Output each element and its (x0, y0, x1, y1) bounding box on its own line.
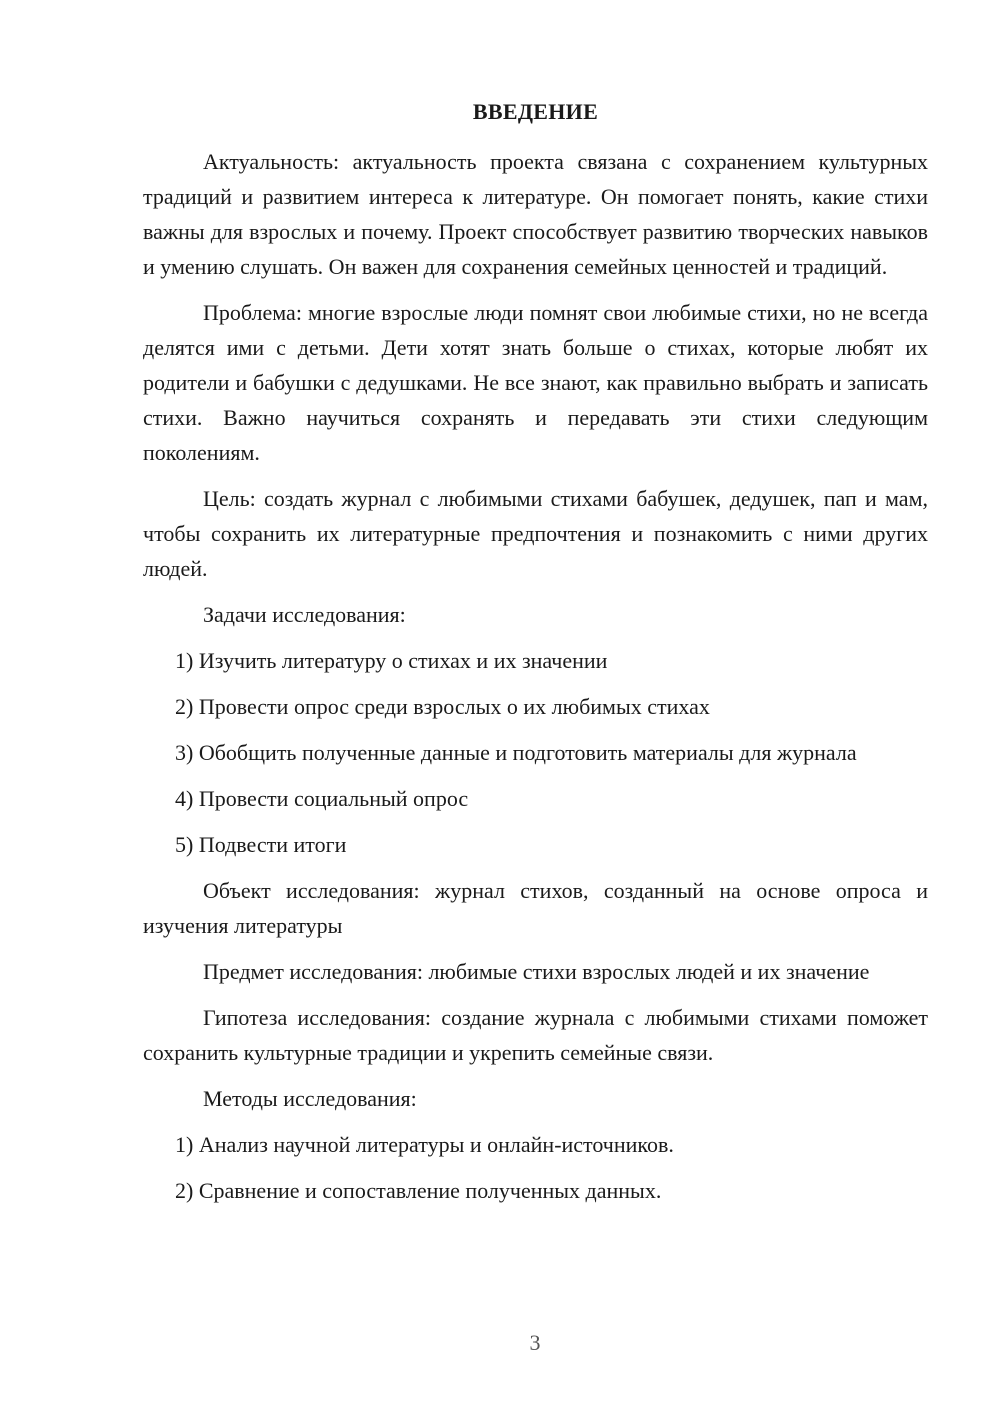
page-number: 3 (529, 1330, 541, 1355)
method-item: 1) Анализ научной литературы и онлайн-источников. (175, 1132, 674, 1157)
hypothesis-paragraph: Гипотеза исследования: создание журнала с любимыми стихами поможет сохранить культурные традиции и укрепить семейные связи. (143, 1005, 928, 1065)
task-item: 1) Изучить литературу о стихах и их значении (175, 648, 608, 673)
subject-paragraph: Предмет исследования: любимые стихи взрослых людей и их значение (203, 959, 870, 984)
page-content (143, 94, 928, 1219)
task-item: 2) Провести опрос среди взрослых о их любимых стихах (175, 694, 710, 719)
object-paragraph: Объект исследования: журнал стихов, созданный на основе опроса и изучения литературы (143, 878, 928, 938)
goal-paragraph: Цель: создать журнал с любимыми стихами бабушек, дедушек, пап и мам, чтобы сохранить их литературные предпочтения и познакомить с ними других людей. (143, 486, 928, 581)
task-item: 3) Обобщить полученные данные и подготовить материалы для журнала (175, 740, 857, 765)
task-item: 5) Подвести итоги (175, 832, 347, 857)
section-title: ВВЕДЕНИЕ (472, 99, 599, 124)
tasks-heading: Задачи исследования: (203, 602, 406, 627)
relevance-paragraph: Актуальность: актуальность проекта связана с сохранением культурных традиций и развитием интереса к литературе. Он помогает понять, какие стихи важны для взрослых и почему. Проект способствует развитию творческих навыков и умению слушать. Он важен для сохранения семейных ценностей и традиций. (143, 149, 928, 279)
methods-heading: Методы исследования: (203, 1086, 417, 1111)
problem-paragraph: Проблема: многие взрослые люди помнят свои любимые стихи, но не всегда делятся ими с детьми. Дети хотят знать больше о стихах, которые любят их родители и бабушки с дедушками. Не все знают, как правильно выбрать и записать стихи. Важно научиться сохранять и передавать эти стихи следующим поколениям. (143, 300, 928, 465)
task-item: 4) Провести социальный опрос (175, 786, 469, 811)
method-item: 2) Сравнение и сопоставление полученных данных. (175, 1178, 662, 1203)
